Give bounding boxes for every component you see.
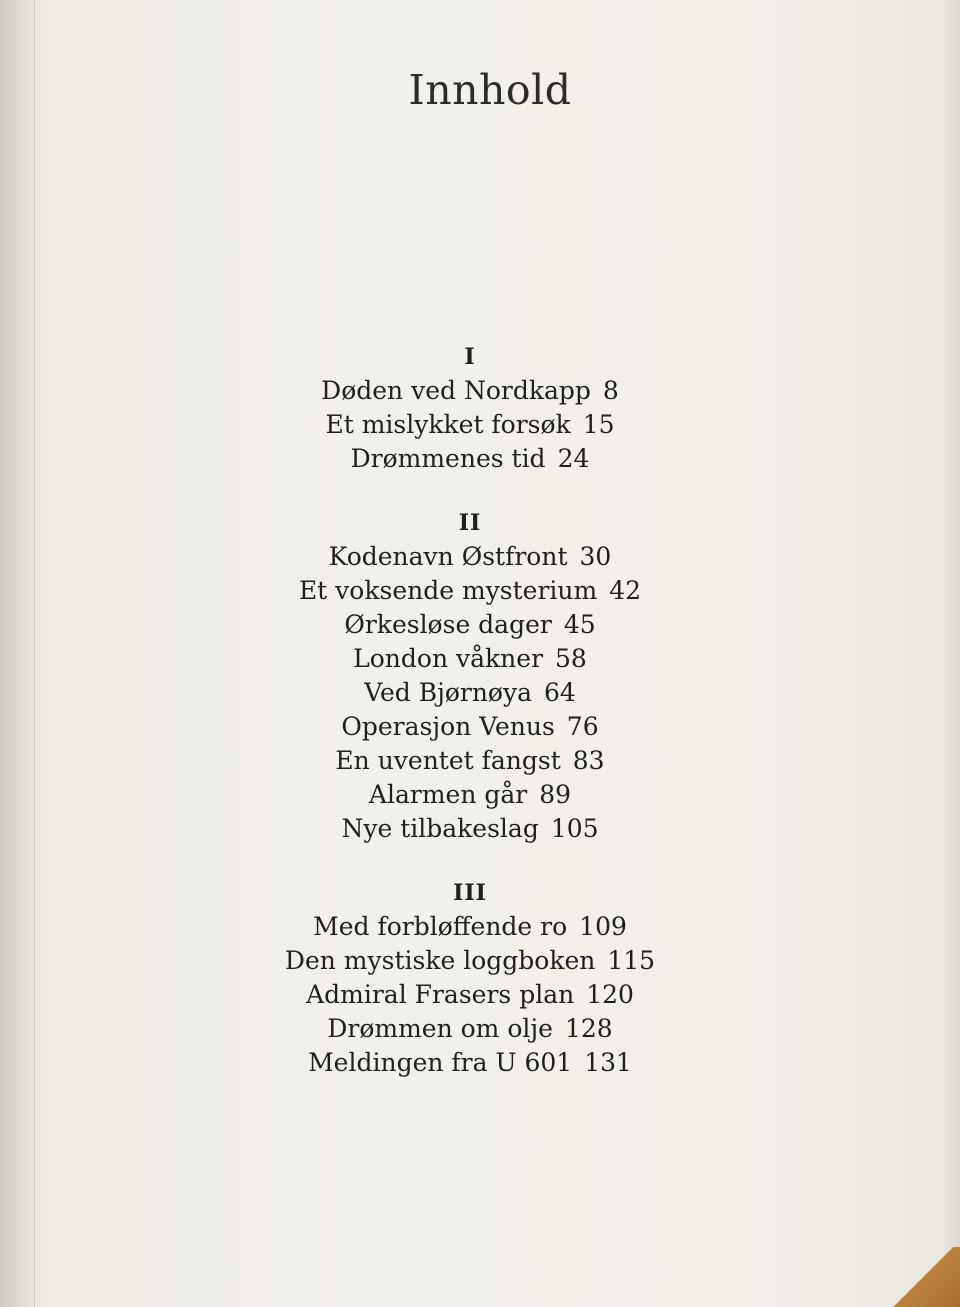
toc-entry [0,408,940,442]
entry-title: London våkner [353,644,544,673]
page-edge [942,0,960,1307]
entry-title: Meldingen fra U 601 [308,1048,573,1077]
part-numeral: III [453,880,487,906]
part-numeral: II [458,510,482,536]
entry-title: En uventet fangst [335,746,561,775]
toc-entry [0,778,940,812]
entry-page-number: 8 [602,376,619,405]
entry-page-number: 24 [557,444,590,473]
entry-title: Kodenavn Østfront [328,542,568,571]
entry-page-number: 15 [582,410,615,439]
entry-page-number: 131 [584,1048,632,1077]
entry-page-number: 89 [539,780,572,809]
toc-entry [0,608,940,642]
entry-page-number: 45 [563,610,596,639]
entry-title: Døden ved Nordkapp [321,376,591,405]
entry-page-number: 109 [579,912,627,941]
toc-part-3 [0,876,940,1080]
entry-title: Drømmenes tid [350,444,546,473]
entry-title: Et voksende mysterium [298,576,598,605]
toc-part-1 [0,340,940,476]
toc-entry [0,710,940,744]
entry-page-number: 105 [550,814,599,843]
entry-title: Nye tilbakeslag [341,814,539,843]
entry-page-number: 128 [564,1014,613,1043]
toc-entry [0,910,940,944]
entry-title: Ved Bjørnøya [364,678,532,707]
table-of-contents [0,340,940,1080]
entry-page-number: 42 [609,576,642,605]
entry-title: Admiral Frasers plan [306,980,575,1009]
toc-entry [0,812,940,846]
toc-entry [0,1046,940,1080]
entry-title: Den mystiske loggboken [284,946,596,975]
toc-entry [0,574,940,608]
book-cover-corner [870,1247,960,1307]
entry-title: Drømmen om olje [327,1014,553,1043]
entry-page-number: 76 [566,712,599,741]
part-numeral: I [464,344,476,370]
entry-page-number: 83 [572,746,605,775]
entry-title: Ørkesløse dager [344,610,552,639]
toc-entry [0,978,940,1012]
toc-entry [0,442,940,476]
toc-entry [0,540,940,574]
toc-entry [0,642,940,676]
entry-page-number: 120 [586,980,634,1009]
entry-title: Alarmen går [368,780,528,809]
entry-page-number: 58 [555,644,587,673]
entry-title: Med forbløffende ro [313,912,568,941]
page-title: Innhold [408,66,572,114]
entry-page-number: 115 [607,946,656,975]
toc-entry [0,944,940,978]
toc-entry [0,676,940,710]
entry-title: Operasjon Venus [341,712,555,741]
toc-entry [0,744,940,778]
entry-title: Et mislykket forsøk [325,410,571,439]
toc-entry [0,1012,940,1046]
entry-page-number: 30 [579,542,612,571]
toc-entry [0,374,940,408]
toc-part-2 [0,506,940,846]
entry-page-number: 64 [544,678,576,707]
